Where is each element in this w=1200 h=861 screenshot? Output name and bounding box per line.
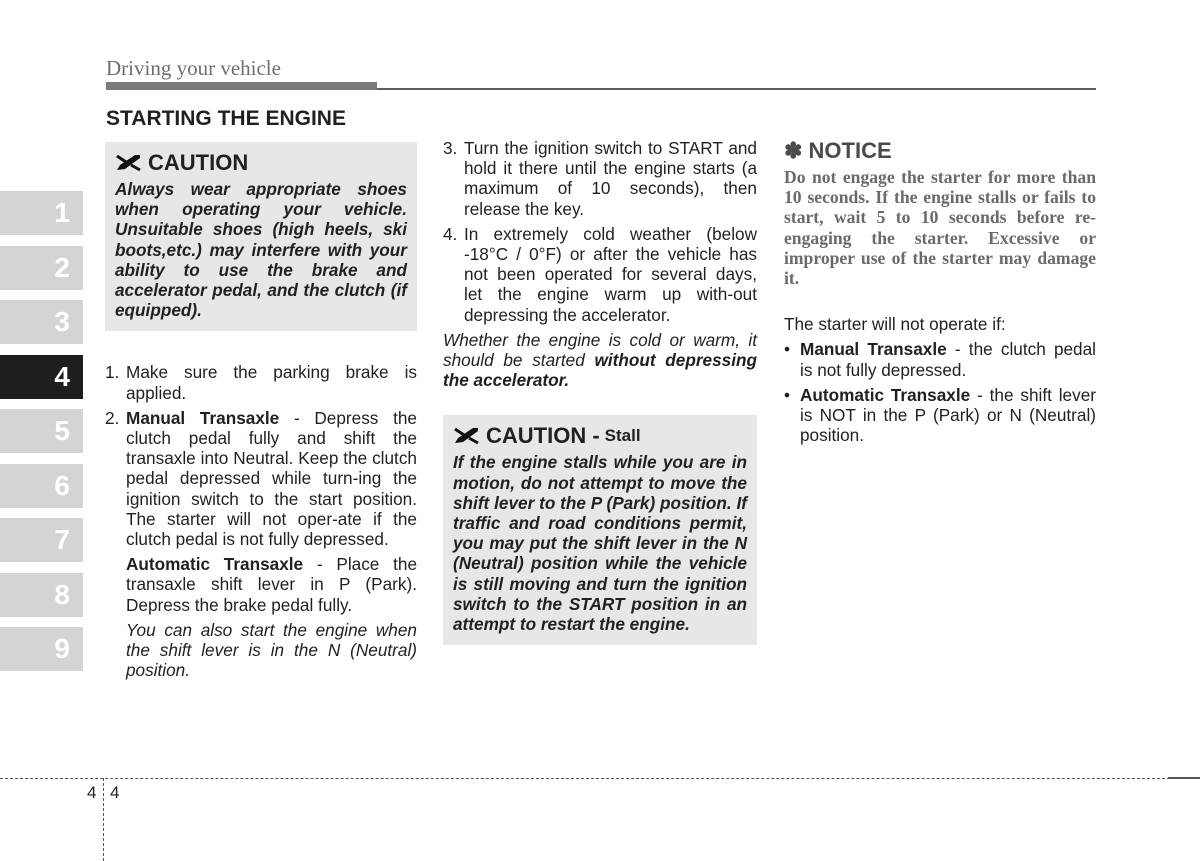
step-3 xyxy=(443,138,757,219)
caution-stall-heading xyxy=(453,423,747,449)
bullet-automatic xyxy=(784,385,1096,446)
chapter-tab-8[interactable]: 8 xyxy=(0,573,83,617)
caution-stall-title: CAUTION - xyxy=(486,423,600,449)
step-text: Turn the ignition switch to START and hold it there until the engine starts (a maximum of 10 seconds), then release the key. xyxy=(464,138,757,219)
bullet-dot: • xyxy=(784,339,791,360)
step-number: 4. xyxy=(443,223,458,244)
section-title: STARTING THE ENGINE xyxy=(106,107,346,130)
notice-text: Do not engage the starter for more than 10 seconds. If the engine stalls or fails to start, wait 5 to 10 seconds before re-engaging the starter. Excessive or improper use of the starter may damage it. xyxy=(784,167,1096,289)
cold-warm-note xyxy=(443,330,757,391)
caution-stall-box xyxy=(443,415,757,645)
bullet-manual xyxy=(784,339,1096,379)
page-chapter-number: 4 xyxy=(87,783,97,802)
bullet-manual-text: - the clutch pedal is not fully depressed. xyxy=(800,339,1096,380)
manual-transaxle-label: Manual Transaxle xyxy=(126,407,280,428)
column-middle xyxy=(443,138,757,645)
chapter-tab-7[interactable]: 7 xyxy=(0,518,83,562)
header-bar xyxy=(106,82,377,90)
chapter-tab-6[interactable]: 6 xyxy=(0,464,83,508)
chapter-tab-3[interactable]: 3 xyxy=(0,300,83,344)
bullet-dot: • xyxy=(784,384,791,405)
bullet-manual-label: Manual Transaxle xyxy=(800,339,947,360)
step-2-manual xyxy=(126,408,417,549)
pencil-icon xyxy=(453,427,480,445)
starter-intro: The starter will not operate if: xyxy=(784,314,1006,335)
caution-heading xyxy=(115,150,407,176)
step-number: 2. xyxy=(105,407,120,428)
caution-title: CAUTION xyxy=(148,150,249,175)
automatic-transaxle-text: - Place the transaxle shift lever in P (Park). Depress the brake pedal fully. xyxy=(126,554,417,615)
cold-warm-emphasis: without depressing the accelerator. xyxy=(443,350,757,391)
caution-box xyxy=(105,142,417,331)
cold-warm-text: Whether the engine is cold or warm, it should be started xyxy=(443,329,757,371)
step-4 xyxy=(443,224,757,325)
chapter-tab-1[interactable]: 1 xyxy=(0,191,83,235)
step-2-note: You can also start the engine when the shift lever is in the N (Neutral) position. xyxy=(126,619,417,681)
manual-transaxle-text: - Depress the clutch pedal fully and shift the transaxle into Neutral. Keep the clutch pedal depressed while turn-ing the ignition switch to the start position. The starter will not oper-ate if the clutch pedal is not fully depressed. xyxy=(126,407,417,550)
step-number: 3. xyxy=(443,138,458,158)
footer-rule xyxy=(0,778,1200,779)
page-number: 4 xyxy=(110,783,120,802)
caution-stall-subtitle: Stall xyxy=(604,426,641,446)
column-left xyxy=(105,142,417,690)
chapter-tab-9[interactable]: 9 xyxy=(0,627,83,671)
column-right xyxy=(784,138,1096,450)
chapter-tab-5[interactable]: 5 xyxy=(0,409,83,453)
step-2 xyxy=(105,408,417,686)
bullet-automatic-text: - the shift lever is NOT in the P (Park) or N (Neutral) position. xyxy=(800,384,1096,446)
header-rule xyxy=(377,88,1096,90)
pencil-icon xyxy=(115,154,142,172)
step-text: Make sure the parking brake is applied. xyxy=(126,362,417,403)
bullet-automatic-label: Automatic Transaxle xyxy=(800,384,971,405)
step-2-automatic xyxy=(126,554,417,615)
chapter-tab-4[interactable]: 4 xyxy=(0,355,83,399)
step-number: 1. xyxy=(105,362,120,383)
automatic-transaxle-label: Automatic Transaxle xyxy=(126,554,304,575)
header-title: Driving your vehicle xyxy=(106,56,281,80)
caution-stall-text: If the engine stalls while you are in motion, do not attempt to move the shift lever to the P (Park) position. If traffic and road conditions permit, you may put the shift lever in the N (Neutral) position while the vehicle is still moving and turn the ignition switch to the START position in an attempt to restart the engine. xyxy=(453,452,747,635)
step-text: In extremely cold weather (below -18°C / 0°F) or after the vehicle has not been operated for several days, let the engine warm up with-out depressing the accelerator. xyxy=(464,223,757,325)
footer-divider xyxy=(103,778,104,861)
chapter-tab-2[interactable]: 2 xyxy=(0,246,83,290)
step-1 xyxy=(105,362,417,402)
caution-text: Always wear appropriate shoes when operating your vehicle. Unsuitable shoes (high heels, ski boots,etc.) may interfere with your ability to use the brake and accelerator pedal, and the clutch (if equipped). xyxy=(115,179,407,321)
notice-title: ✽ NOTICE xyxy=(784,138,892,163)
footer-rule-end xyxy=(1168,777,1200,779)
